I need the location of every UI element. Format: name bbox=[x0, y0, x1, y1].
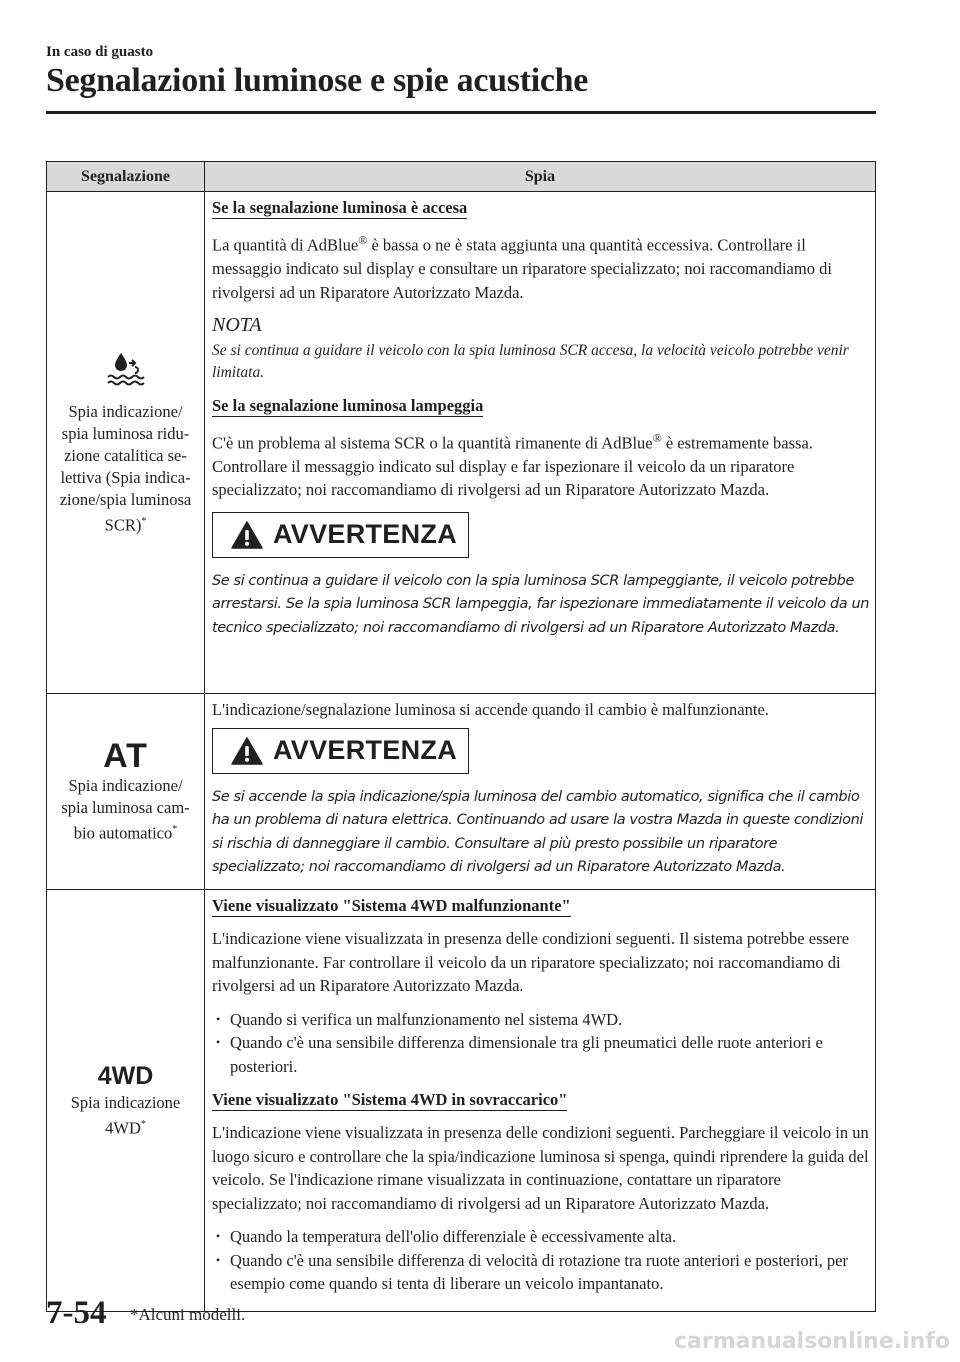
title-divider bbox=[46, 111, 876, 114]
note-title: NOTA bbox=[212, 314, 262, 336]
registered-mark: ® bbox=[358, 233, 368, 247]
table-header-row bbox=[47, 162, 876, 192]
warning-box bbox=[212, 728, 469, 774]
note-text: Se si continua a guidare il veicolo con la spia luminosa SCR accesa, la velocità veicolo potrebbe venir limitata. bbox=[212, 341, 849, 381]
condition-list bbox=[212, 1225, 871, 1296]
subheading-malfunction: Viene visualizzato "Sistema 4WD malfunzionante" bbox=[212, 896, 571, 915]
asterisk-mark: * bbox=[172, 823, 178, 835]
subheading-lit: Se la segnalazione luminosa è accesa bbox=[212, 198, 468, 217]
registered-mark: ® bbox=[652, 430, 662, 445]
warning-label: AVVERTENZA bbox=[273, 518, 458, 549]
signal-label: Spia indicazione/ spia luminosa cam- bio automatico* bbox=[61, 775, 190, 843]
paragraph: C'è un problema al sistema SCR o la quantità rimanente di AdBlue® è estremamente bassa. Controllare il messaggio indicato sul display e far ispezionare il veicolo da un riparatore specializzato; noi raccomandiamo di rivolgersi ad un Riparatore Autorizzato Mazda. bbox=[212, 430, 813, 499]
paragraph: L'indicazione/segnalazione luminosa si accende quando il cambio è malfunzionante. bbox=[212, 700, 769, 719]
signal-label: Spia indicazione/ spia luminosa ridu- zione catalitica se- lettiva (Spia indica- zione/spia luminosa SCR)* bbox=[59, 401, 192, 535]
paragraph: L'indicazione viene visualizzata in presenza delle condizioni seguenti. Il sistema potrebbe essere malfunzionante. Far controllare il veicolo da un riparatore specializzato; noi raccomandiamo di rivolgersi ad un Riparatore Autorizzato Mazda. bbox=[212, 929, 850, 995]
at-transmission-icon: AT bbox=[103, 736, 148, 775]
4wd-icon: 4WD bbox=[97, 1061, 154, 1090]
warning-text: Se si accende la spia indicazione/spia luminosa del cambio automatico, significa che il cambio ha un problema di natura elettrica. Continuando ad usare la vostra Mazda in queste condizioni si rischia di danneggiare il cambio. Consultare al più presto possibile un riparatore specializzato; noi raccomandiamo di rivolgersi ad un Riparatore Autorizzato Mazda. bbox=[212, 788, 863, 875]
signal-label: Spia indicazione 4WD* bbox=[70, 1092, 181, 1138]
list-item: • Quando c'è una sensibile differenza di velocità di rotazione tra ruote anteriori e posteriori, per esempio come quando si tenta di liberare un veicolo impantanato. bbox=[212, 1249, 871, 1296]
column-header-segnalazione: Segnalazione bbox=[47, 162, 205, 192]
scr-catalytic-reduction-icon bbox=[105, 349, 147, 389]
subheading-overload: Viene visualizzato "Sistema 4WD in sovraccarico" bbox=[212, 1090, 568, 1109]
description-cell bbox=[205, 890, 876, 1312]
signal-cell bbox=[47, 192, 205, 694]
list-item: • Quando la temperatura dell'olio differenziale è eccessivamente alta. bbox=[212, 1225, 871, 1249]
condition-list bbox=[212, 1008, 871, 1079]
asterisk-mark: * bbox=[140, 1118, 146, 1130]
page-title: Segnalazioni luminose e spie acustiche bbox=[46, 62, 589, 99]
description-cell bbox=[205, 694, 876, 890]
watermark: carmanualsonline.info bbox=[674, 1329, 950, 1354]
warning-lights-table bbox=[46, 161, 876, 1312]
table-row bbox=[47, 890, 876, 1312]
description-cell bbox=[205, 192, 876, 694]
paragraph: L'indicazione viene visualizzata in presenza delle condizioni seguenti. Parcheggiare il veicolo in un luogo sicuro e controllare che la spia/indicazione luminosa si spenga, quindi riprendere la guida del veicolo. Se l'indicazione rimane visualizzata in continuazione, contattare un riparatore specializzato; noi raccomandiamo di rivolgersi ad un Riparatore Autorizzato Mazda. bbox=[212, 1123, 869, 1213]
table-row bbox=[47, 192, 876, 694]
column-header-spia: Spia bbox=[205, 162, 876, 192]
footnote: *Alcuni modelli. bbox=[130, 1305, 246, 1324]
asterisk-mark: * bbox=[141, 515, 147, 527]
page-number: 7-54 bbox=[46, 1295, 107, 1331]
subheading-flashing: Se la segnalazione luminosa lampeggia bbox=[212, 395, 484, 415]
signal-cell bbox=[47, 890, 205, 1312]
warning-text: Se si continua a guidare il veicolo con la spia luminosa SCR lampeggiante, il veicolo potrebbe arrestarsi. Se la spia luminosa SCR lampeggia, far ispezionare immediatamente il veicolo da un tecnico specializzato; noi raccomandiamo di rivolgersi ad un Riparatore Autorizzato Mazda. bbox=[212, 572, 870, 636]
warning-triangle-icon bbox=[231, 737, 263, 765]
warning-box bbox=[212, 512, 469, 558]
list-item: • Quando c'è una sensibile differenza dimensionale tra gli pneumatici delle ruote anteriori e posteriori. bbox=[212, 1031, 871, 1078]
signal-cell bbox=[47, 694, 205, 890]
list-item: • Quando si verifica un malfunzionamento nel sistema 4WD. bbox=[212, 1008, 871, 1032]
warning-label: AVVERTENZA bbox=[273, 734, 458, 765]
warning-triangle-icon bbox=[231, 521, 263, 549]
table-row bbox=[47, 694, 876, 890]
paragraph: La quantità di AdBlue® è bassa o ne è stata aggiunta una quantità eccessiva. Controllare il messaggio indicato sul display e consultare un riparatore specializzato; noi raccomandiamo di rivolgersi ad un Riparatore Autorizzato Mazda. bbox=[212, 233, 832, 302]
section-label: In caso di guasto bbox=[46, 44, 154, 60]
